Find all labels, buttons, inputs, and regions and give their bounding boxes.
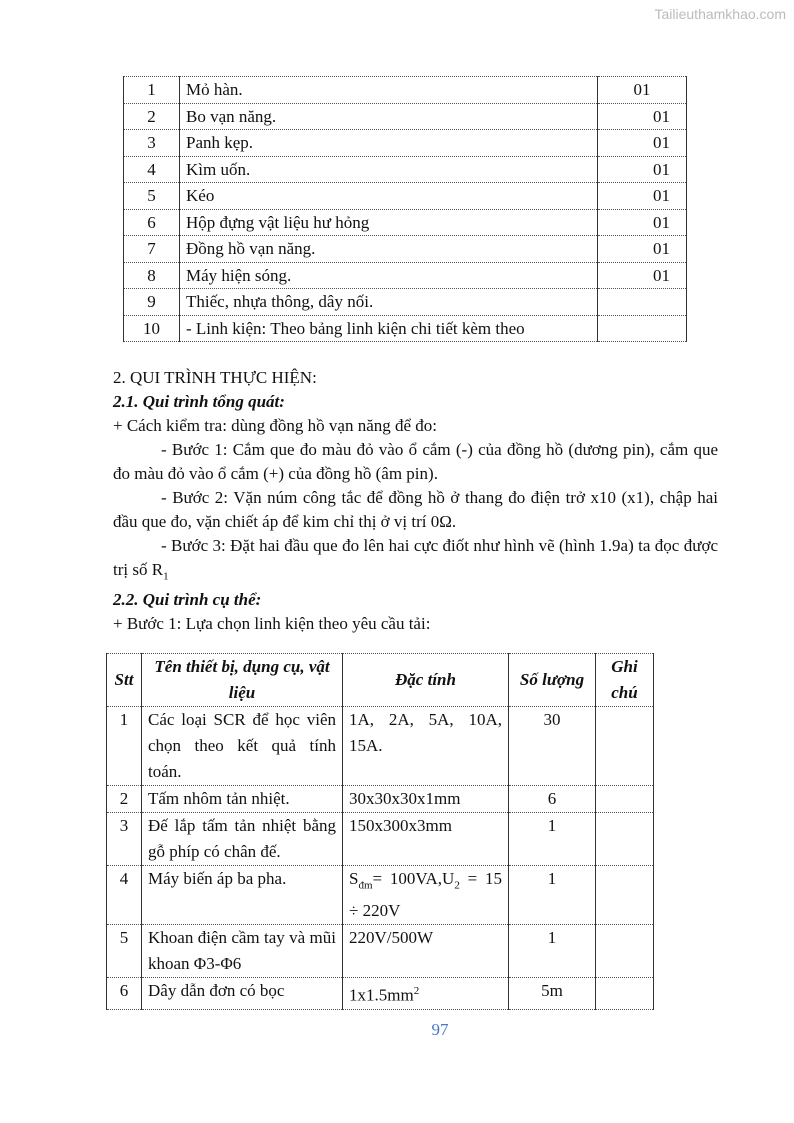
cell-name: Bo vạn năng. — [180, 103, 598, 130]
cell-spec: 150x300x3mm — [343, 813, 509, 866]
cell-qty — [598, 289, 687, 316]
table-row — [124, 315, 687, 342]
cell-note — [596, 786, 654, 813]
table-row — [124, 183, 687, 210]
cell-note — [596, 978, 654, 1010]
spec-superscript: 2 — [413, 985, 420, 998]
cell-name: Máy hiện sóng. — [180, 262, 598, 289]
cell-no: 2 — [107, 786, 142, 813]
cell-spec — [343, 978, 509, 1010]
cell-note — [596, 925, 654, 978]
spec-text: 1x1.5mm — [349, 986, 414, 1006]
cell-name: Các loại SCR để học viên chọn theo kết quả tính toán. — [142, 707, 343, 786]
cell-name: Hộp đựng vật liệu hư hỏng — [180, 209, 598, 236]
step-3-subscript: 1 — [163, 570, 169, 583]
cell-qty: 01 — [598, 103, 687, 130]
cell-note — [596, 813, 654, 866]
cell-qty: 01 — [598, 77, 687, 104]
watermark: Tailieuthamkhao.com — [654, 6, 786, 22]
cell-no: 9 — [124, 289, 180, 316]
cell-spec: 220V/500W — [343, 925, 509, 978]
step-3 — [113, 534, 718, 588]
cell-no: 1 — [107, 707, 142, 786]
spec-part: = 100VA,U — [372, 869, 455, 888]
spec-part: 2 — [454, 879, 460, 892]
cell-name: Kìm uốn. — [180, 156, 598, 183]
cell-no: 4 — [107, 866, 142, 925]
table-row — [124, 289, 687, 316]
cell-no: 7 — [124, 236, 180, 263]
spec-part: đm — [358, 879, 373, 892]
cell-name: Đồng hồ vạn năng. — [180, 236, 598, 263]
cell-name: Máy biến áp ba pha. — [142, 866, 343, 925]
tools-table — [123, 76, 687, 342]
cell-name: Đế lắp tấm tản nhiệt bằng gỗ phíp có chân đế. — [142, 813, 343, 866]
cell-qty: 01 — [598, 262, 687, 289]
header-note: Ghi chú — [596, 654, 654, 707]
page-number: 97 — [431, 1020, 449, 1039]
cell-qty: 01 — [598, 156, 687, 183]
materials-table — [106, 653, 654, 1010]
table-row — [107, 707, 654, 786]
table-row — [107, 813, 654, 866]
cell-no: 6 — [124, 209, 180, 236]
cell-name: Mỏ hàn. — [180, 77, 598, 104]
cell-note — [596, 866, 654, 925]
cell-name: Panh kẹp. — [180, 130, 598, 157]
cell-no: 5 — [124, 183, 180, 210]
cell-qty: 01 — [598, 183, 687, 210]
cell-no: 3 — [107, 813, 142, 866]
cell-spec — [343, 866, 509, 925]
cell-spec: 1A, 2A, 5A, 10A, 15A. — [343, 707, 509, 786]
cell-spec: 30x30x30x1mm — [343, 786, 509, 813]
header-spec: Đặc tính — [343, 654, 509, 707]
step-3-text: - Bước 3: Đặt hai đầu que đo lên hai cực điốt như hình vẽ (hình 1.9a) ta đọc được trị số R — [113, 536, 718, 579]
step-1: - Bước 1: Cắm que đo màu đỏ vào ổ cắm (-) của đồng hồ (dương pin), cắm que đo màu đỏ vào ổ cắm (+) của đồng hồ (âm pin). — [113, 440, 718, 483]
table-row — [107, 925, 654, 978]
select-step: + Bước 1: Lựa chọn linh kiện theo yêu cầu tải: — [113, 614, 431, 634]
table-row — [107, 786, 654, 813]
cell-qty — [598, 315, 687, 342]
cell-qty: 30 — [509, 707, 596, 786]
cell-qty: 01 — [598, 236, 687, 263]
cell-no: 4 — [124, 156, 180, 183]
table-row — [107, 866, 654, 925]
cell-name: Thiếc, nhựa thông, dây nối. — [180, 289, 598, 316]
subsection-specific: 2.2. Qui trình cụ thể: — [113, 590, 262, 610]
table-row — [124, 236, 687, 263]
cell-no: 1 — [124, 77, 180, 104]
table-row — [124, 156, 687, 183]
cell-name: Tấm nhôm tản nhiệt. — [142, 786, 343, 813]
table-row — [107, 978, 654, 1010]
procedure-text — [113, 366, 718, 636]
cell-no: 3 — [124, 130, 180, 157]
cell-no: 6 — [107, 978, 142, 1010]
table-row — [124, 262, 687, 289]
cell-qty: 6 — [509, 786, 596, 813]
cell-no: 8 — [124, 262, 180, 289]
header-name: Tên thiết bị, dụng cụ, vật liệu — [142, 654, 343, 707]
cell-name: Kéo — [180, 183, 598, 210]
cell-no: 5 — [107, 925, 142, 978]
table-row — [124, 209, 687, 236]
cell-qty: 01 — [598, 209, 687, 236]
subsection-general: 2.1. Qui trình tổng quát: — [113, 392, 285, 411]
cell-qty: 01 — [598, 130, 687, 157]
cell-qty: 1 — [509, 925, 596, 978]
cell-note — [596, 707, 654, 786]
cell-no: 10 — [124, 315, 180, 342]
table-row — [124, 77, 687, 104]
cell-qty: 1 — [509, 866, 596, 925]
cell-no: 2 — [124, 103, 180, 130]
cell-qty: 5m — [509, 978, 596, 1010]
table-row — [124, 103, 687, 130]
header-stt: Stt — [107, 654, 142, 707]
section-title: 2. QUI TRÌNH THỰC HIỆN: — [113, 368, 317, 387]
spec-part: S — [349, 869, 359, 888]
table-row — [124, 130, 687, 157]
spec-part: = 15 ÷ 220V — [349, 869, 502, 921]
step-2: - Bước 2: Vặn núm công tắc để đồng hồ ở thang đo điện trở x10 (x1), chập hai đầu que đo, vặn chiết áp để kim chỉ thị ở vị trí 0Ω. — [113, 488, 718, 531]
header-qty: Số lượng — [509, 654, 596, 707]
cell-qty: 1 — [509, 813, 596, 866]
check-method: + Cách kiểm tra: dùng đồng hồ vạn năng để đo: — [113, 416, 438, 435]
cell-name: Dây dẫn đơn có bọc — [142, 978, 343, 1010]
cell-name: Khoan điện cầm tay và mũi khoan Φ3-Φ6 — [142, 925, 343, 978]
cell-name: - Linh kiện: Theo bảng linh kiện chi tiết kèm theo — [180, 315, 598, 342]
